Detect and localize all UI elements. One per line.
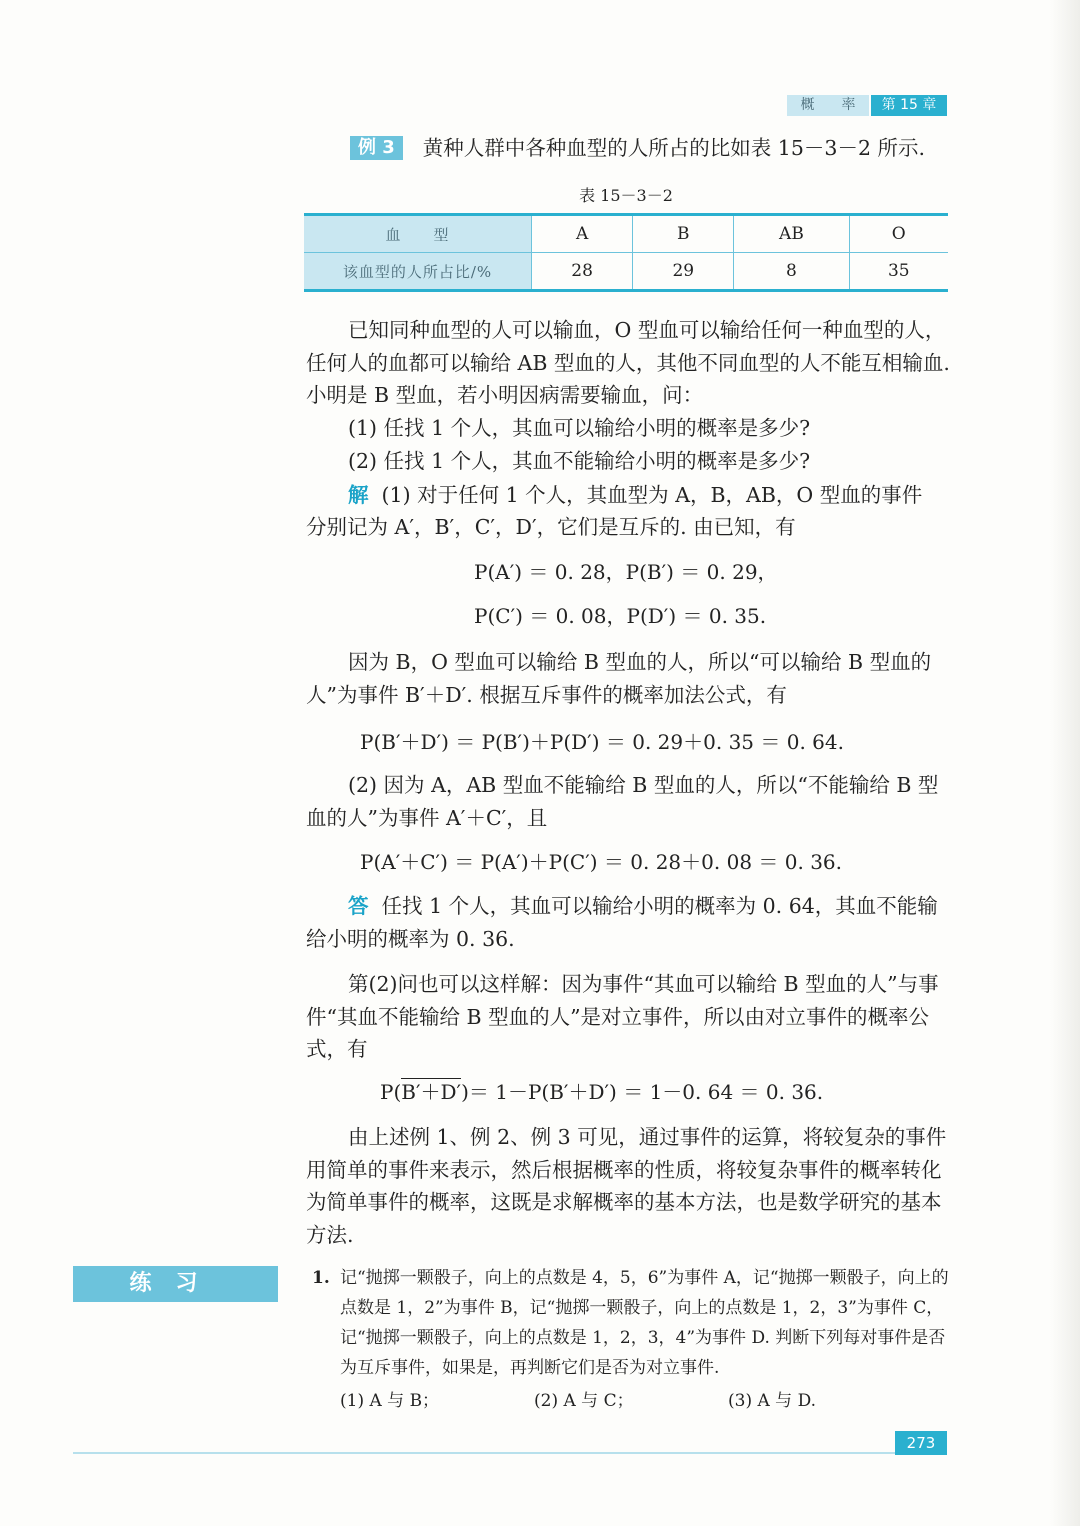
paragraph-summary: 由上述例 1、例 2、例 3 可见，通过事件的运算，将较复杂的事件用简单的事件来表示，然后根据概率的性质，将较复杂事件的概率转化为简单事件的概率，这既是求解概率的基本方法，也是数学研究的基本方法.	[306, 1125, 947, 1247]
formula-4: P(A′＋C′) ＝ P(A′)＋P(C′) ＝ 0. 28＋0. 08 ＝ 0. 36.	[360, 850, 843, 874]
chapter-title-char-1: 概	[800, 97, 815, 113]
chapter-tag: 第 15 章	[871, 95, 947, 116]
example-intro-text: 黄种人群中各种血型的人所占的比如表 15－3－2 所示.	[422, 136, 926, 160]
table-cell-type: AB	[734, 215, 849, 253]
solution-line-1	[348, 479, 950, 512]
table-header-type: 血 型	[304, 215, 532, 253]
table-row-percents	[304, 253, 948, 291]
paragraph-alternative: 第(2)问也可以这样解：因为事件“其血可以输给 B 型血的人”与事件“其血不能输给 B 型血的人”是对立事件，所以由对立事件的概率公式，有	[306, 972, 939, 1061]
formula-3: P(B′＋D′) ＝ P(B′)＋P(D′) ＝ 0. 29＋0. 35 ＝ 0. 64.	[360, 730, 844, 754]
chapter-header	[787, 95, 947, 116]
solution-text-1: (1) 对于任何 1 个人，其血型为 A，B，AB，O 型血的事件	[381, 483, 923, 507]
table-caption: 表 15－3－2	[579, 186, 673, 205]
formula-5	[380, 1076, 823, 1105]
exercise-item: (2) A 与 C；	[534, 1391, 634, 1411]
solution-line-2: 分别记为 A′，B′，C′，D′，它们是互斥的. 由已知，有	[306, 515, 796, 539]
exercise-item: (3) A 与 D.	[728, 1391, 816, 1411]
chapter-title	[787, 95, 869, 116]
exercise-number: 1.	[312, 1268, 330, 1288]
formula-5-prefix: P(	[380, 1080, 402, 1104]
answer	[306, 890, 950, 955]
page-edge-shadow	[1050, 0, 1080, 1526]
answer-label: 答	[348, 894, 369, 918]
page-number: 273	[895, 1431, 947, 1455]
paragraph-known: 已知同种血型的人可以输血，O 型血可以输给任何一种血型的人，任何人的血都可以输给 AB 型血的人，其他不同血型的人不能互相输血. 小明是 B 型血，若小明因病需要输血，问：	[306, 318, 950, 407]
footer-rule	[73, 1452, 947, 1454]
practice-tab: 练习	[73, 1266, 278, 1302]
table-cell-type: A	[532, 215, 633, 253]
table-cell-type: O	[849, 215, 948, 253]
paragraph-because: 因为 B，O 型血可以输给 B 型血的人，所以“可以输给 B 型血的人”为事件 B′＋D′. 根据互斥事件的概率加法公式，有	[306, 650, 932, 707]
formula-5-rest: )＝ 1－P(B′＋D′) ＝ 1－0. 64 ＝ 0. 36.	[461, 1080, 824, 1104]
solution-label: 解	[348, 483, 369, 507]
exercise-1	[312, 1263, 952, 1383]
question-2: (2) 任找 1 个人，其血不能输给小明的概率是多少?	[348, 449, 811, 473]
example-badge: 例 3	[350, 136, 403, 160]
blood-type-table	[304, 213, 948, 292]
table-cell-percent: 8	[734, 253, 849, 291]
table-cell-percent: 35	[849, 253, 948, 291]
formula-5-overline-term: B′＋D′	[401, 1080, 462, 1104]
table-cell-type: B	[633, 215, 734, 253]
table-cell-percent: 29	[633, 253, 734, 291]
question-1: (1) 任找 1 个人，其血可以输给小明的概率是多少?	[348, 416, 811, 440]
example-intro	[350, 132, 950, 165]
table-header-percent: 该血型的人所占比/%	[304, 253, 532, 291]
formula-1: P(A′) ＝ 0. 28，P(B′) ＝ 0. 29，	[474, 560, 778, 584]
chapter-title-char-2: 率	[841, 97, 856, 113]
exercise-text: 记“抛掷一颗骰子，向上的点数是 4，5，6”为事件 A，记“抛掷一颗骰子，向上的点数是 1，2”为事件 B，记“抛掷一颗骰子，向上的点数是 1，2，3”为事件 C，记“抛掷一颗骰子，向上的点数是 1，2，3，4”为事件 D. 判断下列每对事件是否为互斥事件，如果是，再判断它们是否为对立事件.	[340, 1268, 949, 1378]
paragraph-part-2: (2) 因为 A，AB 型血不能输给 B 型血的人，所以“不能输给 B 型血的人”为事件 A′＋C′，且	[306, 773, 939, 830]
exercise-items	[340, 1386, 950, 1416]
answer-text: 任找 1 个人，其血可以输给小明的概率为 0. 64，其血不能输给小明的概率为 0. 36.	[306, 894, 938, 951]
table-row-types	[304, 215, 948, 253]
exercise-item: (1) A 与 B；	[340, 1391, 440, 1411]
table-cell-percent: 28	[532, 253, 633, 291]
formula-2: P(C′) ＝ 0. 08，P(D′) ＝ 0. 35.	[474, 604, 767, 628]
